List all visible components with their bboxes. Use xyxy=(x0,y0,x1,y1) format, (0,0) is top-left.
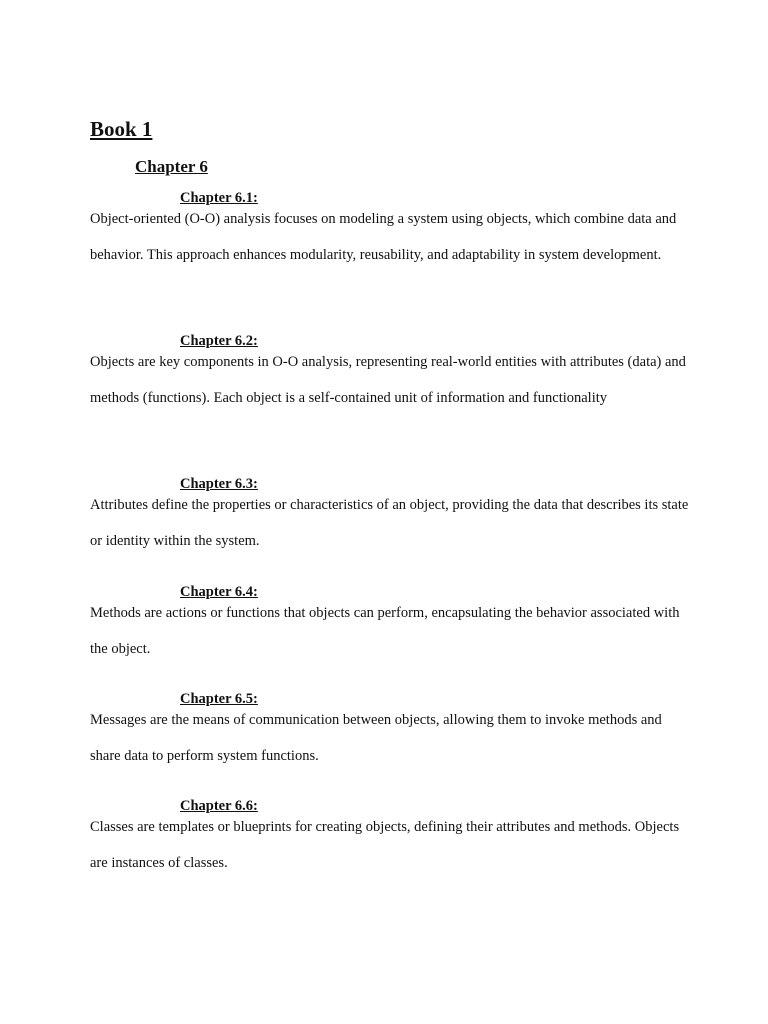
section-6-2 xyxy=(90,332,690,416)
section-heading: Chapter 6.5: xyxy=(180,691,258,707)
section-6-5 xyxy=(90,690,690,774)
section-6-1 xyxy=(90,189,690,273)
section-body: Methods are actions or functions that objects can perform, encapsulating the behavior associated with the object. xyxy=(90,605,680,657)
section-heading: Chapter 6.3: xyxy=(180,476,258,492)
section-heading: Chapter 6.6: xyxy=(180,798,258,814)
section-body: Object-oriented (O-O) analysis focuses on modeling a system using objects, which combine data and behavior. This approach enhances modularity, reusability, and adaptability in system development. xyxy=(90,211,677,263)
section-body: Messages are the means of communication between objects, allowing them to invoke methods and share data to perform system functions. xyxy=(90,712,662,764)
section-heading: Chapter 6.2: xyxy=(180,333,258,349)
chapter-title: Chapter 6 xyxy=(135,157,208,176)
section-6-3 xyxy=(90,475,690,559)
section-6-4 xyxy=(90,583,690,667)
section-body: Classes are templates or blueprints for creating objects, defining their attributes and methods. Objects are instances of classes. xyxy=(90,819,680,871)
section-6-6 xyxy=(90,797,690,881)
section-heading: Chapter 6.4: xyxy=(180,584,258,600)
section-body: Objects are key components in O-O analysis, representing real-world entities with attributes (data) and methods (functions). Each object is a self-contained unit of information and functionality xyxy=(90,354,686,406)
section-body: Attributes define the properties or characteristics of an object, providing the data that describes its state or identity within the system. xyxy=(90,497,689,549)
book-title: Book 1 xyxy=(90,117,153,141)
section-heading: Chapter 6.1: xyxy=(180,190,258,206)
